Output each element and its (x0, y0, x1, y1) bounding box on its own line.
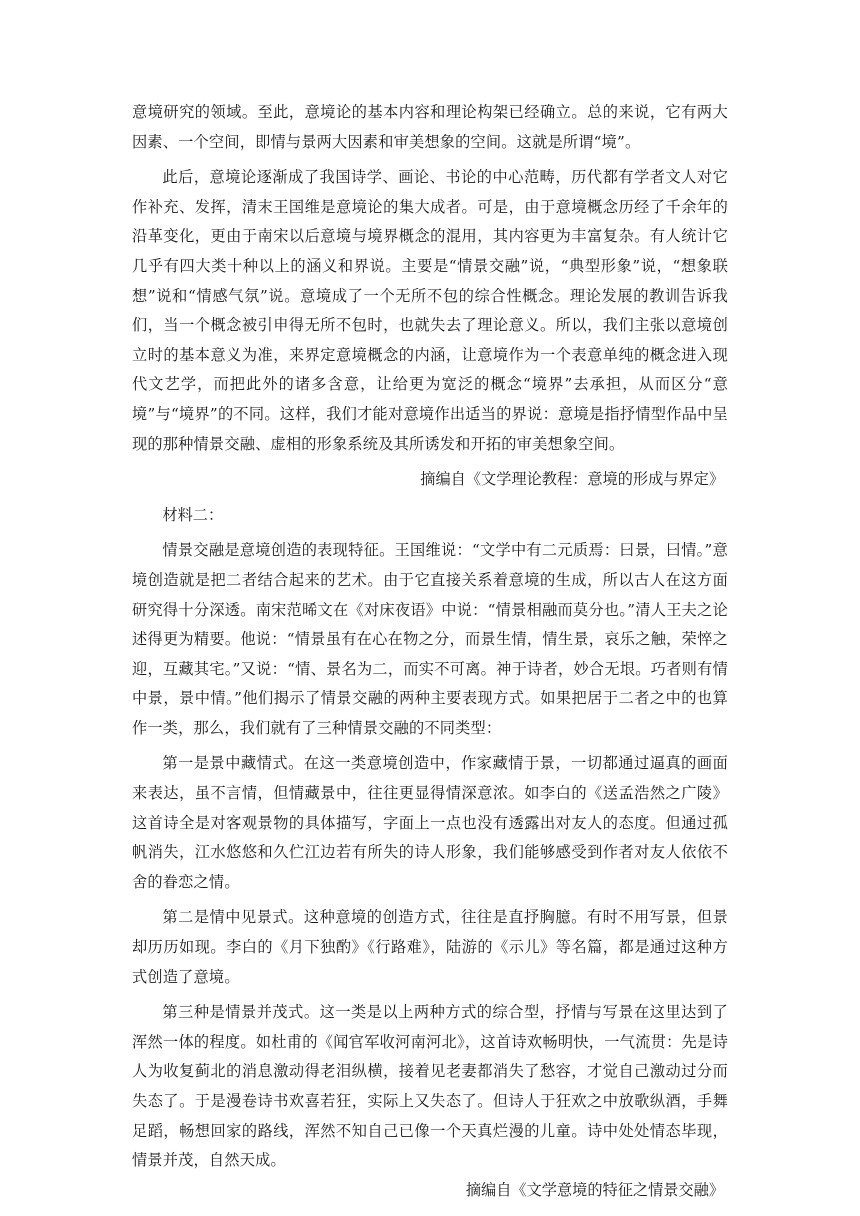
document-page (132, 98, 728, 1205)
source-citation-2: 摘编自《文学意境的特征之情景交融》 (465, 1180, 724, 1199)
source-citation-1: 摘编自《文学理论教程：意境的形成与界定》 (420, 470, 724, 489)
paragraph-yijing-definition: 此后，意境论逐渐成了我国诗学、画论、书论的中心范畴，历代都有学者文人对它作补充、发挥，清末王国维是意境论的集大成者。可是，由于意境概念历经了千余年的沿革变化，更由于南宋以后意境与境界概念的混用，其内容更为丰富复杂。有人统计它几乎有四大类十种以上的涵义和界说。主要是“情景交融”说，“典型形象”说，“想象联想”说和“情感气氛”说。意境成了一个无所不包的综合性概念。理论发展的教训告诉我们，当一个概念被引申得无所不包时，也就失去了理论意义。所以，我们主张以意境创立时的基本意义为准，来界定意境概念的内涵，让意境作为一个表意单纯的概念进入现代文艺学，而把此外的诸多含意，让给更为宽泛的概念“境界”去承担，从而区分“意境”与“境界”的不同。这样，我们才能对意境作出适当的界说：意境是指抒情型作品中呈现的那种情景交融、虚相的形象系统及其所诱发和开拓的审美想象空间。 (132, 168, 728, 453)
paragraph-type-three: 第三种是情景并茂式。这一类是以上两种方式的综合型，抒情与写景在这里达到了浑然一体的程度。如杜甫的《闻官军收河南河北》，这首诗欢畅明快，一气流贯：先是诗人为收复蓟北的消息激动得老泪纵横，接着见老妻都消失了愁容，才觉自己激动过分而失态了。于是漫卷诗书欢喜若狂，实际上又失态了。但诗人于狂欢之中放歌纵酒，手舞足蹈，畅想回家的路线，浑然不知自己已像一个天真烂漫的儿童。诗中处处情态毕现，情景并茂，自然天成。 (132, 1003, 728, 1170)
paragraph-intro-continuation: 意境研究的领域。至此，意境论的基本内容和理论构架已经确立。总的来说，它有两大因素、一个空间，即情与景两大因素和审美想象的空间。这就是所谓“境”。 (132, 103, 728, 151)
material-two-label: 材料二： (162, 505, 224, 524)
paragraph-type-two: 第二是情中见景式。这种意境的创造方式，往往是直抒胸臆。有时不用写景，但景却历历如现。李白的《月下独酌》《行路难》，陆游的《示儿》等名篇，都是通过这种方式创造了意境。 (132, 908, 728, 986)
paragraph-qingjing-jiaorong: 情景交融是意境创造的表现特征。王国维说：“文学中有二元质焉：曰景，曰情。”意境创造就是把二者结合起来的艺术。由于它直接关系着意境的生成，所以古人在这方面研究得十分深透。南宋范晞文在《对床夜语》中说：“情景相融而莫分也。”清人王夫之论述得更为精要。他说：“情景虽有在心在物之分，而景生情，情生景，哀乐之触，荣悴之迎，互藏其宅。”又说：“情、景名为二，而实不可离。神于诗者，妙合无垠。巧者则有情中景，景中情。”他们揭示了情景交融的两种主要表现方式。如果把居于二者之中的也算作一类，那么，我们就有了三种情景交融的不同类型： (132, 541, 728, 737)
paragraph-type-one: 第一是景中藏情式。在这一类意境创造中，作家藏情于景，一切都通过逼真的画面来表达，虽不言情，但情藏景中，往往更显得情深意浓。如李白的《送孟浩然之广陵》这首诗全是对客观景物的具体描写，字面上一点也没有透露出对友人的态度。但通过孤帆消失，江水悠悠和久伫江边若有所失的诗人形象，我们能够感受到作者对友人依依不舍的眷恋之情。 (132, 754, 728, 891)
